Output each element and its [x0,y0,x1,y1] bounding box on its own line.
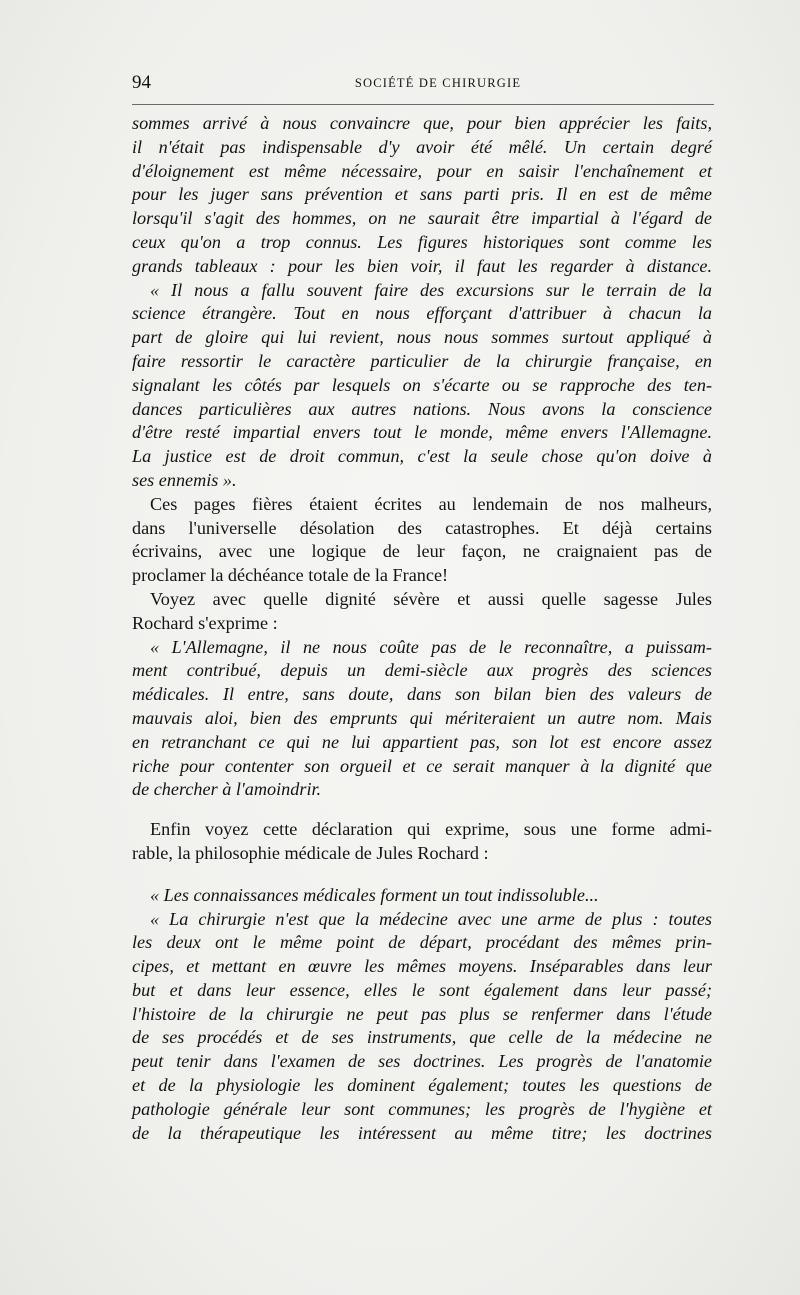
text-line: grands tableaux : pour les bien voir, il faut les regarder à distance. [132,255,712,276]
text-line: ment contribué, depuis un demi-siècle aux progrès des sciences [132,660,712,681]
text-line: ses ennemis ». [132,469,237,490]
body-text [132,112,712,1145]
text-line: ceux qu'on a trop connus. Les figures historiques sont comme les [132,231,712,252]
text-line: médicales. Il entre, sans doute, dans son bilan bien des valeurs de [132,684,712,705]
text-line: de ses procédés et de ses instruments, que celle de la médecine ne [132,1027,712,1048]
text-line: les deux ont le même point de départ, procédant des mêmes prin- [132,932,712,953]
text-line: Voyez avec quelle dignité sévère et aussi quelle sagesse Jules [150,588,712,609]
text-line: et de la physiologie les dominent également; toutes les questions de [132,1075,712,1096]
text-line: Ces pages fières étaient écrites au lendemain de nos malheurs, [150,493,712,514]
page-number: 94 [132,72,151,93]
text-line: sommes arrivé à nous convaincre que, pour bien apprécier les faits, [132,113,712,133]
text-line: rable, la philosophie médicale de Jules Rochard : [132,842,489,863]
text-line: pour les juger sans prévention et sans parti pris. Il en est de même [132,184,712,205]
text-line: de chercher à l'amoindrir. [132,779,322,800]
text-line: « Il nous a fallu souvent faire des excursions sur le terrain de la [150,279,712,300]
running-head: SOCIÉTÉ DE CHIRURGIE [354,76,522,90]
text-line: faire ressortir le caractère particulier de la chirurgie française, en [132,350,712,371]
header-rule [132,104,714,105]
text-line: d'éloignement est même nécessaire, pour en saisir l'enchaînement et [132,160,712,181]
text-line: cipes, et mettant en œuvre les mêmes moyens. Inséparables dans leur [132,956,712,977]
text-line: d'être resté impartial envers tout le monde, même envers l'Allemagne. [132,422,712,443]
text-line: de la thérapeutique les intéressent au même titre; les doctrines [132,1122,712,1143]
text-line: mauvais aloi, bien des emprunts qui mériteraient un autre nom. Mais [132,707,712,728]
text-line: pathologie générale leur sont communes; les progrès de l'hygiène et [132,1098,712,1119]
text-line: La justice est de droit commun, c'est la seule chose qu'on doive à [132,446,712,467]
text-line: peut tenir dans l'examen de ses doctrines. Les progrès de l'anatomie [132,1051,712,1072]
text-line: « L'Allemagne, il ne nous coûte pas de le reconnaître, a puissam- [150,636,712,657]
text-line: part de gloire qui lui revient, nous nous sommes surtout appliqué à [132,327,712,348]
text-line: Enfin voyez cette déclaration qui exprime, sous une forme admi- [150,819,712,840]
text-line: riche pour contenter son orgueil et ce serait manquer à la dignité que [132,755,712,776]
text-line: « Les connaissances médicales forment un tout indissoluble... [150,884,599,905]
text-line: Rochard s'exprime : [132,612,278,633]
text-line: dans l'universelle désolation des catastrophes. Et déjà certains [132,517,712,538]
text-line: signalant les côtés par lesquels on s'écarte ou se rapproche des ten- [132,374,712,395]
text-line: science étrangère. Tout en nous efforçant d'attribuer à chacun la [132,303,712,324]
page-header [132,70,714,96]
text-line: l'histoire de la chirurgie ne peut pas plus se renfermer dans l'étude [132,1003,712,1024]
text-line: écrivains, avec une logique de leur façon, ne craignaient pas de [132,541,712,562]
text-line: proclamer la déchéance totale de la France! [132,565,449,586]
text-line: but et dans leur essence, elles le sont également dans leur passé; [132,979,712,1000]
text-line: « La chirurgie n'est que la médecine avec une arme de plus : toutes [150,908,712,929]
text-line: dances particulières aux autres nations. Nous avons la conscience [132,398,712,419]
text-line: lorsqu'il s'agit des hommes, on ne saurait être impartial à l'égard de [132,208,712,229]
text-line: en retranchant ce qui ne lui appartient pas, son lot est encore assez [132,731,712,752]
text-line: il n'était pas indispensable d'y avoir été mêlé. Un certain degré [132,136,712,157]
